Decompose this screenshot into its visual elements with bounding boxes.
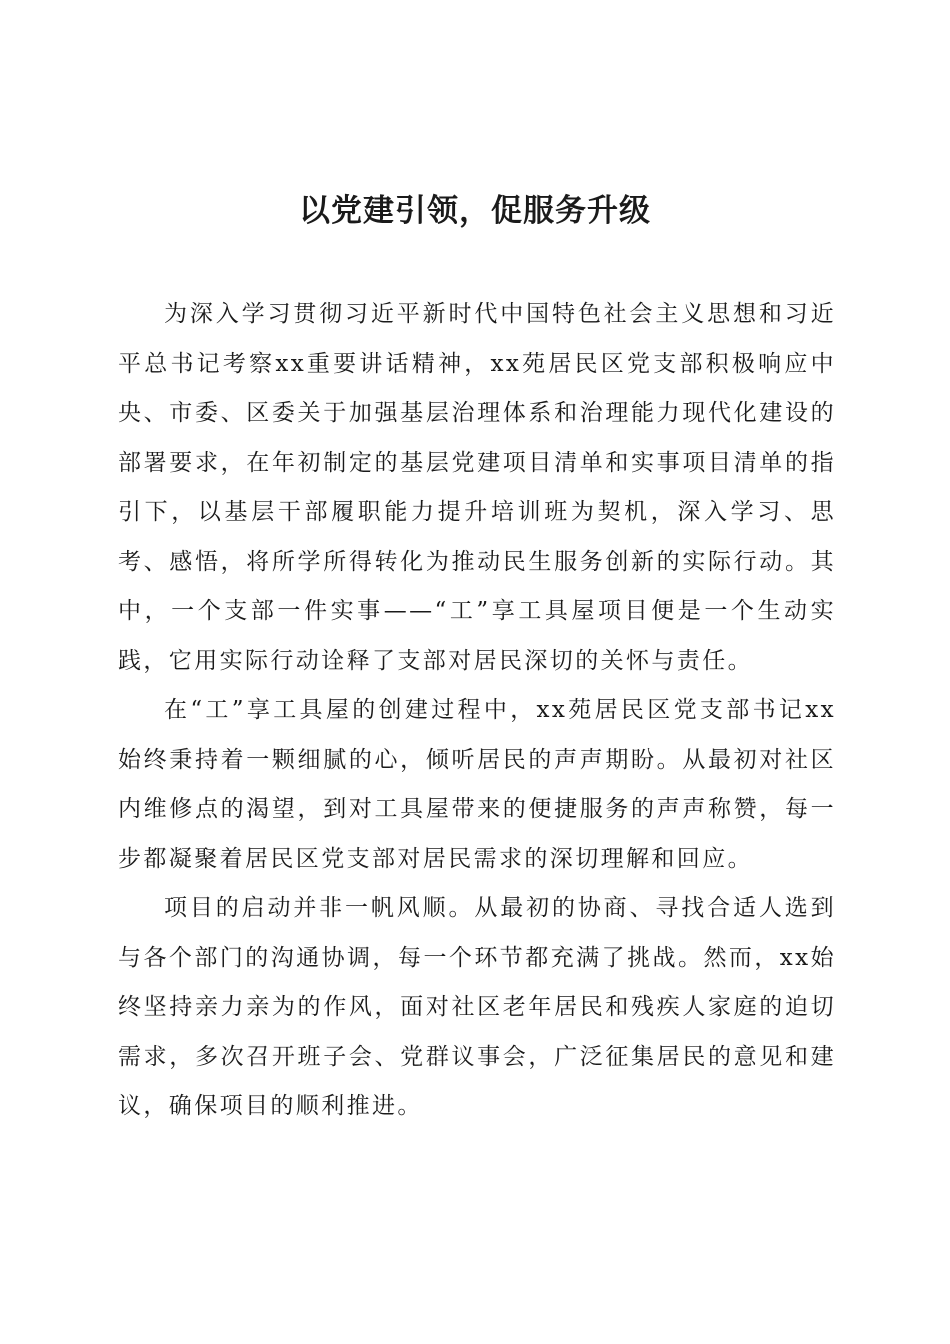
paragraph-1: 为深入学习贯彻习近平新时代中国特色社会主义思想和习近平总书记考察xx重要讲话精神，xx苑居民区党支部积极响应中央、市委、区委关于加强基层治理体系和治理能力现代化建设的部署要求，在年初制定的基层党建项目清单和实事项目清单的指引下，以基层干部履职能力提升培训班为契机，深入学习、思考、感悟，将所学所得转化为推动民生服务创新的实际行动。其中，一个支部一件实事——“工”享工具屋项目便是一个生动实践，它用实际行动诠释了支部对居民深切的关怀与责任。 (118, 301, 836, 674)
document-title: 以党建引领，促服务升级 (299, 193, 651, 229)
paragraph-3: 项目的启动并非一帆风顺。从最初的协商、寻找合适人选到与各个部门的沟通协调，每一个环节都充满了挑战。然而，xx始终坚持亲力亲为的作风，面对社区老年居民和残疾人家庭的迫切需求，多次召开班子会、党群议事会，广泛征集居民的意见和建议，确保项目的顺利推进。 (118, 895, 836, 1119)
document-body (118, 290, 836, 1132)
paragraph-2: 在“工”享工具屋的创建过程中，xx苑居民区党支部书记xx始终秉持着一颗细腻的心，倾听居民的声声期盼。从最初对社区内维修点的渴望，到对工具屋带来的便捷服务的声声称赞，每一步都凝聚着居民区党支部对居民需求的深切理解和回应。 (118, 697, 836, 872)
